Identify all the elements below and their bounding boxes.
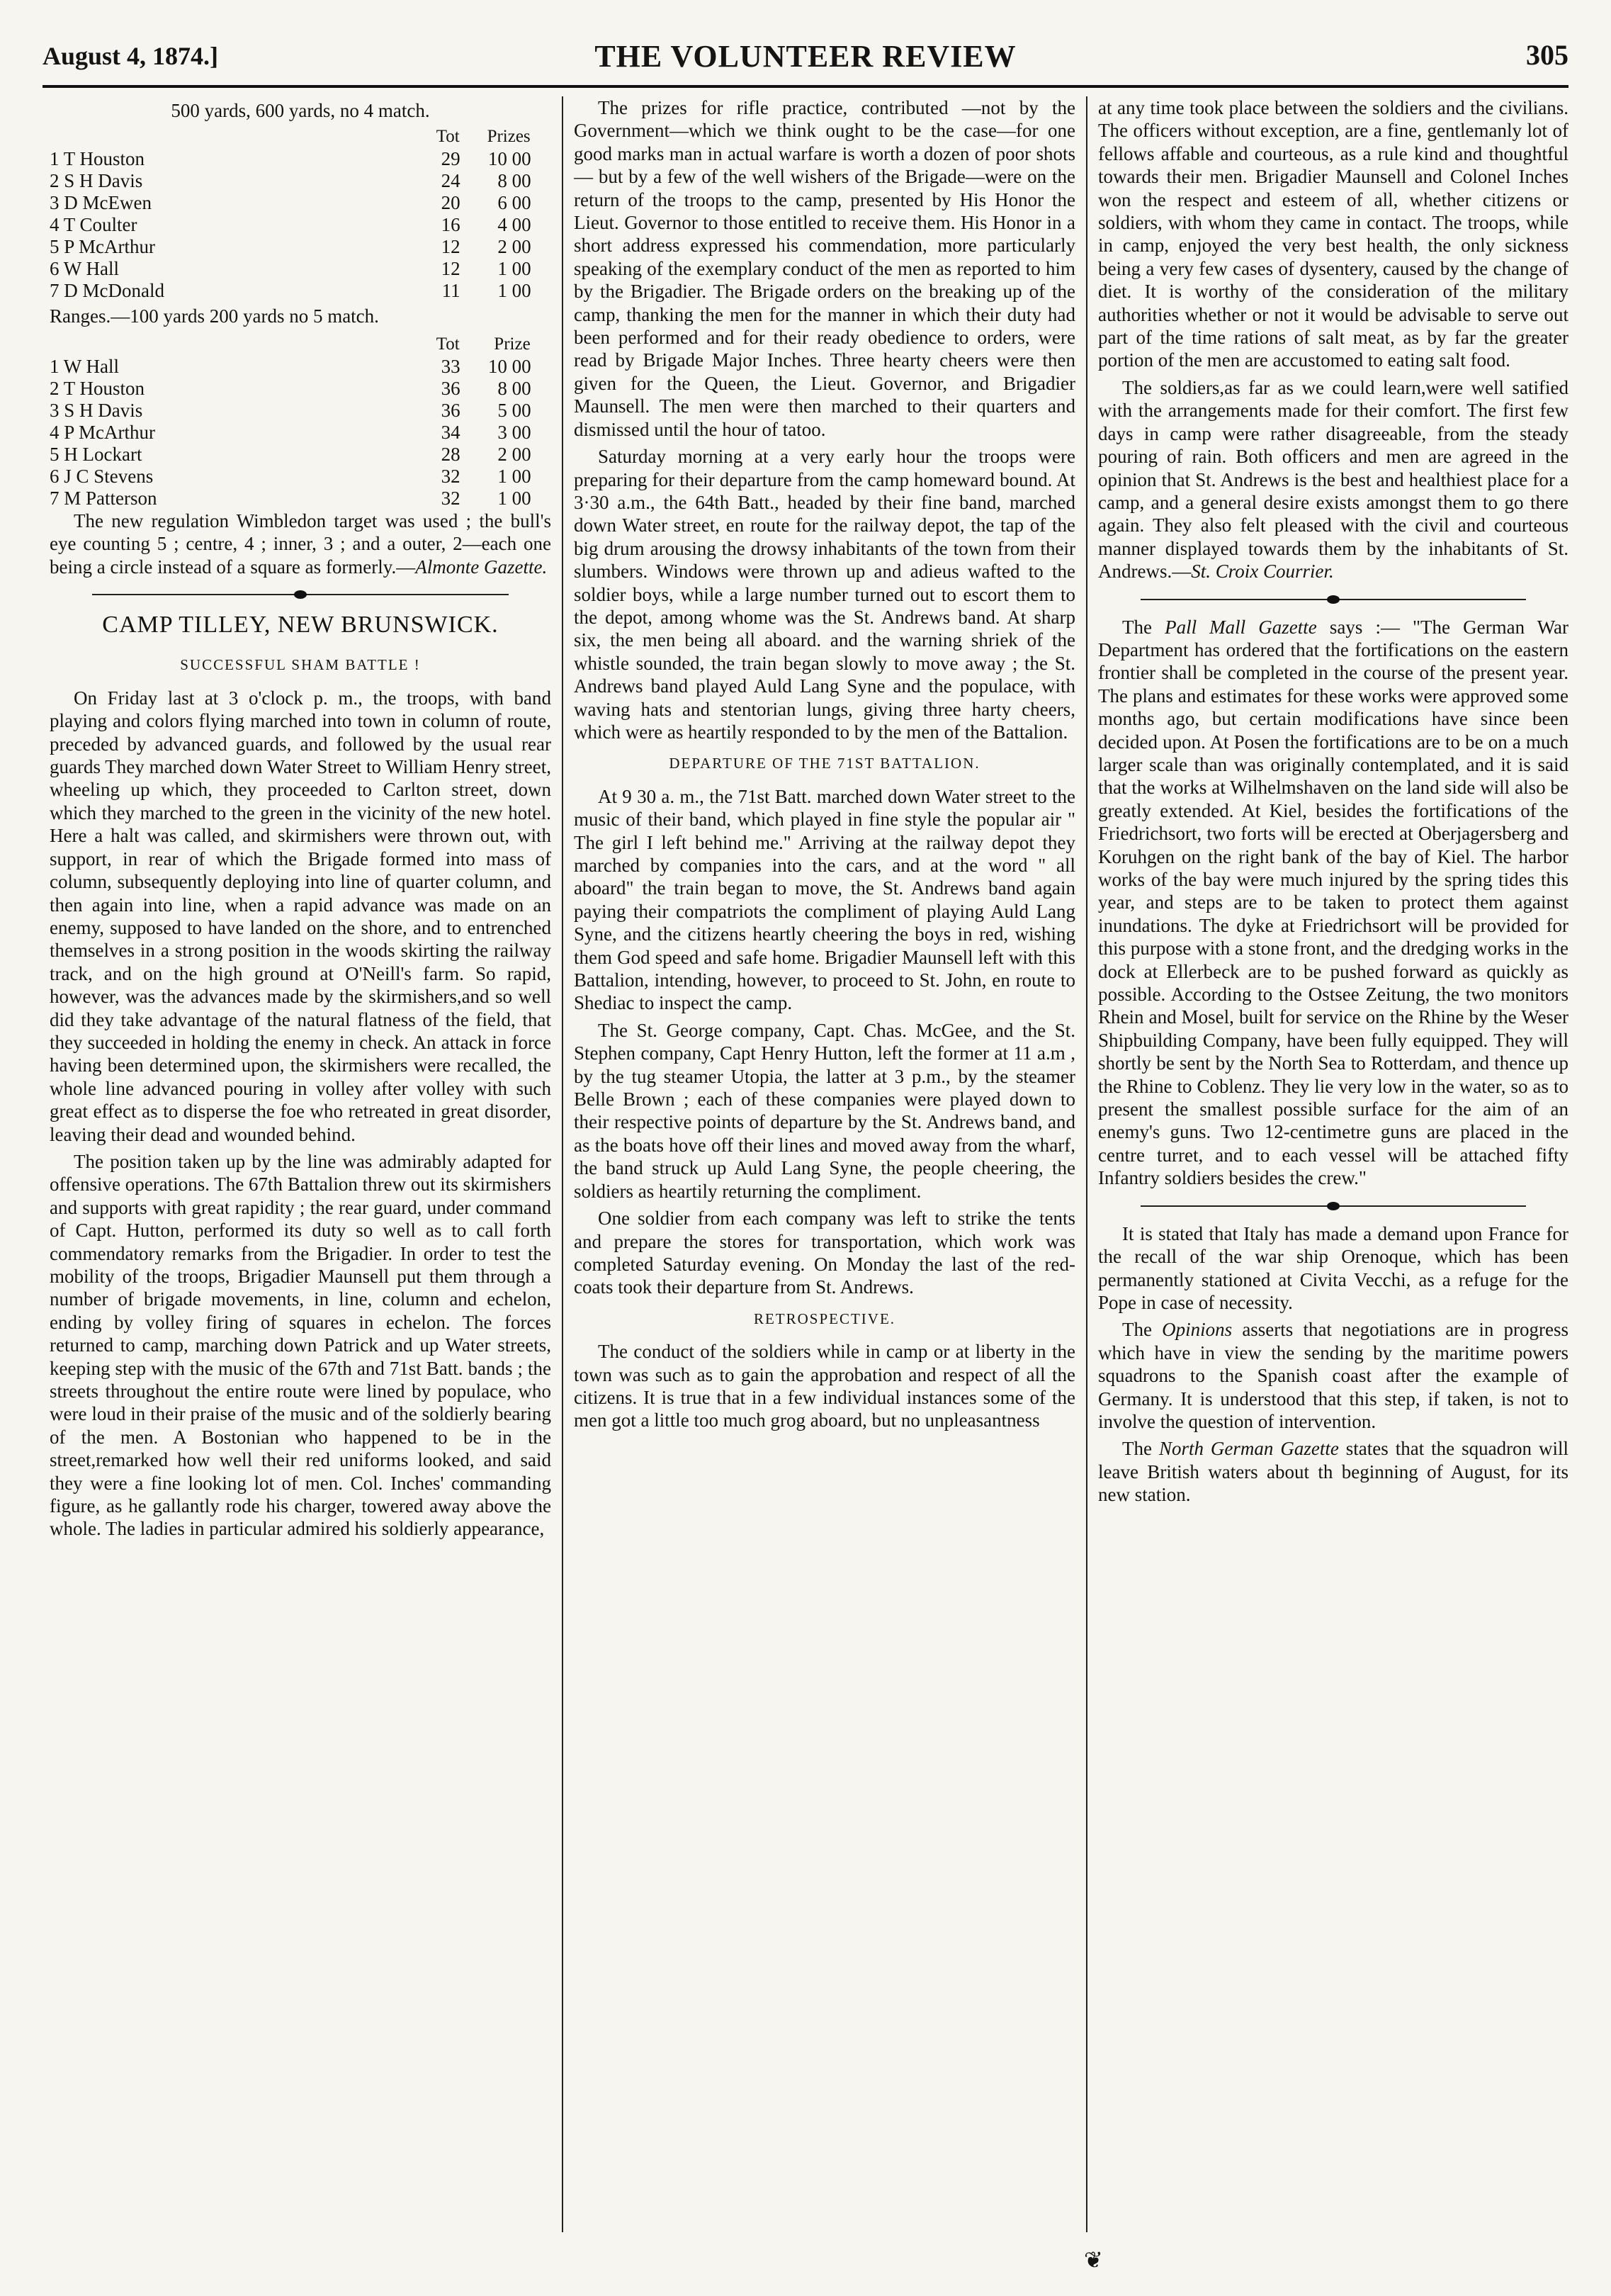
score: 16: [441, 214, 460, 236]
prize: 3 00: [497, 421, 531, 443]
header-rule: [43, 85, 1568, 88]
article-paragraph: At 9 30 a. m., the 71st Batt. marched down Water street to the music of their band, which played in fine style the popular air " The girl I left behind me." Arriving at the railway depot they marched by companies into the cars, and at the word " all aboard" the train began to move, the St. Andrews band again paying their compatriots the compliment of playing Auld Lang Syne, and the citizens heartly cheering the boys in red, wishing them God speed and safe home. Brigadier Maunsell left with this Battalion, intending, however, to proceed to St. John, en route to Shediac to inspect the camp.: [574, 785, 1075, 1014]
competitor-name: 7 D McDonald: [50, 280, 164, 302]
prize: 6 00: [497, 192, 531, 214]
match4-title: 500 yards, 600 yards, no 4 match.: [171, 100, 430, 121]
separator-ornament: [1327, 595, 1340, 604]
table-row: [50, 214, 531, 236]
column-3: [1098, 96, 1568, 2246]
table-header-row: [50, 332, 531, 356]
paragraph-text: states that the squadron will leave British waters about th beginning of August, for its new station.: [1098, 1438, 1568, 1506]
competitor-name: 7 M Patterson: [50, 487, 157, 509]
article-title: CAMP TILLEY, NEW BRUNSWICK.: [102, 612, 499, 638]
wimbledon-text: The new regulation Wimbledon target was used ; the bull's eye counting 5 ; centre, 4 ; inner, 3 ; and a outer, 2—each one being a circle instead of a square as formerly.—: [50, 510, 551, 578]
prize-header: Prizes: [487, 127, 531, 147]
column-1: [50, 96, 551, 2246]
table-row: [50, 400, 531, 422]
competitor-name: 4 P McArthur: [50, 421, 155, 443]
section-subhead: RETROSPECTIVE.: [753, 1310, 896, 1327]
competitor-name: 6 J C Stevens: [50, 465, 154, 487]
article-paragraph: The St. George company, Capt. Chas. McGee, and the St. Stephen company, Capt Henry Hutton, left the former at 11 a.m , by the tug steamer Utopia, the latter at 3 p.m., by the steamer Belle Brown ; each of these companies were played down to their respective points of departure by the St. Andrews band, and as the boats hove off their lines and moved away from the wharf, the band struck up Auld Lang Syne, the people cheering, the soldiers as heartily returning the compliment.: [574, 1019, 1075, 1202]
section-separator: [92, 594, 509, 595]
article-subhead: SUCCESSFUL SHAM BATTLE !: [180, 656, 421, 674]
section-separator: [1141, 1205, 1526, 1207]
prize: 10 00: [487, 148, 531, 170]
match5-title: Ranges.—100 yards 200 yards no 5 match.: [50, 305, 379, 327]
match4-table: [50, 125, 531, 302]
section-separator: [1141, 599, 1526, 600]
table-row: [50, 280, 531, 302]
prize-header: Prize: [494, 334, 531, 354]
publication-name: Opinions: [1162, 1319, 1233, 1341]
table-row: [50, 378, 531, 400]
score: 20: [441, 192, 460, 214]
score: 24: [441, 170, 460, 192]
prize: 5 00: [497, 399, 531, 421]
article-paragraph: The position taken up by the line was admirably adapted for offensive operations. The 67th Battalion threw out its skirmishers and supports with great rapidity ; the rear guard, under command of Capt. Hutton, performed its duty so well as to call forth commendatory remarks from the Brigadier. In order to test the mobility of the troops, Brigadier Maunsell put them through a number of brigade movements, in line, column and echelon, ending by volley firing of squares in echelon. The forces returned to camp, marching down Patrick and up Water streets, keeping step with the music of the 67th and 71st Batt. bands ; the streets throughout the entire route were lined by populace, who were loud in their praise of the music and of the soldierly bearing of the men. A Bostonian who happened to be in the street,remarked how well their red uniforms looked, and said they were a fine looking lot of men. Col. Inches' commanding figure, as he gallantly rode his charger, towered away above the whole. The ladies in particular admired his soldierly appearance,: [50, 1150, 551, 1540]
prize: 1 00: [497, 487, 531, 509]
score: 12: [441, 236, 460, 258]
section-subhead: DEPARTURE OF THE 71ST BATTALION.: [669, 755, 980, 772]
competitor-name: 1 T Houston: [50, 148, 145, 170]
publication-name: Pall Mall Gazette: [1165, 616, 1317, 638]
score: 32: [441, 487, 460, 509]
match5-table: [50, 332, 531, 510]
prize: 2 00: [497, 236, 531, 258]
prize: 10 00: [487, 355, 531, 377]
lead-text: The: [1122, 1438, 1159, 1460]
score: 12: [441, 258, 460, 280]
competitor-name: 3 D McEwen: [50, 192, 152, 214]
lead-text: The: [1122, 1319, 1163, 1341]
table-row: [50, 488, 531, 510]
wimbledon-paragraph: [50, 510, 551, 578]
table-row: [50, 236, 531, 258]
table-row: [50, 422, 531, 444]
competitor-name: 5 P McArthur: [50, 236, 155, 258]
competitor-name: 3 S H Davis: [50, 399, 143, 421]
article-paragraph: [1098, 1437, 1568, 1506]
footer-ornament: ❦: [1084, 2247, 1103, 2273]
competitor-name: 2 S H Davis: [50, 170, 143, 192]
article-paragraph: The prizes for rifle practice, contributed —not by the Government—which we think ought to be the case—for one good marks man in actual warfare is worth a dozen of poor shots— but by a few of the well wishers of the Brigade—were on the return of the troops to the camp, presented by His Honor the Lieut. Governor to those entitled to receive them. His Honor in a short address expressed his commendation, more particularly speaking of the exemplary conduct of the men as reported to him by the Brigadier. The Brigade orders on the breaking up of the camp, thanking the men for the manner in which their duty had been performed and for their ready obedience to orders, were read by Brigade Major Inches. Three hearty cheers were then given for the Queen, the Lieut. Governor, and Brigadier Maunsell. The men were then marched to their quarters and dismissed until the hour of tatoo.: [574, 97, 1075, 440]
competitor-name: 6 W Hall: [50, 258, 119, 280]
table-row: [50, 466, 531, 488]
competitor-name: 4 T Coulter: [50, 214, 137, 236]
paragraph-text: says :— "The German War Department has ordered that the fortifications on the eastern frontier shall be completed in the course of the present year. The plans and estimates for these works were approved some months ago, but certain modifications have since been decided upon. At Posen the fortifications are to be on a much larger scale than was originally contemplated, and it is said that the works at Wilhelmshaven on the land side will also be greatly extended. At Kiel, besides the fortifications of the Friedrichsort, two forts will be erected at Oberjagersberg and Koruhgen on the right bank of the bay of Kiel. The harbor works of the bay were much injured by the spring tides this year, and steps are to be taken to protect them against inundations. The dyke at Friedrichsort will be provided for this purpose with a stone front, and the dredging works in the dock at Ellerbeck are to be pushed forward as quickly as possible. According to the Ostsee Zeitung, the two monitors Rhein and Mosel, built for service on the Rhine by the Weser Shipbuilding Company, have been fully equipped. They will shortly be sent by the North Sea to Rotterdam, and thence up the Rhine to Coblenz. They lie very low in the water, so as to present the smallest possible surface for the aim of an enemy's guns. Two 12-centimetre guns are placed in the centre turret, and to each vessel will be attached fifty Infantry soldiers besides the crew.": [1098, 616, 1568, 1189]
table-header-row: [50, 125, 531, 148]
article-paragraph: Saturday morning at a very early hour the troops were preparing for their departure from the camp homeward bound. At 3·30 a.m., the 64th Batt., headed by their fine band, marched down Water street, en route for the railway depot, the tap of the big drum arousing the drowsy inhabitants of the town from their slumbers. Windows were thrown up and adieus wafted to the soldier boys, while a large number turned out to escort them to the depot, among whome was the St. Andrews band. At sharp six, the men being all aboard. and the warning shriek of the whistle sounded, the train began slowly to move away ; the St. Andrews band played Auld Lang Syne and the populace, with waving hats and stentorian lungs, giving three harty cheers, which were as heartily responded to by the men of the Battalion.: [574, 446, 1075, 743]
competitor-name: 2 T Houston: [50, 377, 145, 399]
prize: 1 00: [497, 465, 531, 487]
page-header: [43, 28, 1568, 79]
score: 34: [441, 421, 460, 443]
article-paragraph: The conduct of the soldiers while in camp or at liberty in the town was such as to gain the approbation and respect of all the citizens. It is true that in a few individual instances some of the men got a little too much grog aboard, but no unpleasantness: [574, 1341, 1075, 1431]
separator-ornament: [294, 590, 307, 599]
table-row: [50, 258, 531, 280]
table-row: [50, 444, 531, 466]
tot-header: Tot: [436, 334, 460, 354]
article-paragraph: One soldier from each company was left to strike the tents and prepare the stores for transportation, which work was completed Saturday evening. On Monday the last of the red-coats took their departure from St. Andrews.: [574, 1208, 1075, 1298]
separator-ornament: [1327, 1202, 1340, 1210]
prize: 8 00: [497, 170, 531, 192]
competitor-name: 5 H Lockart: [50, 443, 142, 465]
table-row: [50, 356, 531, 378]
score: 28: [441, 443, 460, 465]
column-divider: [1086, 96, 1087, 2232]
page-number: 305: [1526, 39, 1568, 71]
table-row: [50, 192, 531, 214]
score: 11: [441, 280, 460, 302]
source-credit: Almonte Gazette.: [415, 556, 548, 578]
score: 29: [441, 148, 460, 170]
article-paragraph: at any time took place between the soldiers and the civilians. The officers without exception, are a fine, gentlemanly lot of fellows affable and courteous, as a rule kind and thoughtful towards their men. Brigadier Maunsell and Colonel Inches won the respect and esteem of all, whether citizens or soldiers, with whom they came in contact. The troops, while in camp, enjoyed the very best health, the only sickness being a very few cases of dysentery, caused by the change of diet. It is worthy of the consideration of the military authorities whether or not it would be advisable to serve out part of the time rations of salt meat, as by far the greater portion of the men are accustomed to eating salt food.: [1098, 97, 1568, 371]
score: 32: [441, 465, 460, 487]
prize: 4 00: [497, 214, 531, 236]
column-divider: [562, 96, 563, 2232]
table-row: [50, 148, 531, 170]
score: 36: [441, 377, 460, 399]
publication-title: THE VOLUNTEER REVIEW: [594, 39, 1017, 74]
paragraph-text: asserts that negotiations are in progress which have in view the sending by the maritime powers squadrons to the Spanish coast after the example of Germany. It is understood that this step, if taken, is not to involve the question of intervention.: [1098, 1319, 1568, 1432]
pallmall-paragraph: [1098, 616, 1568, 1190]
column-2: [574, 96, 1075, 2246]
prize: 8 00: [497, 377, 531, 399]
lead-text: The: [1122, 616, 1165, 638]
paragraph-text: The soldiers,as far as we could learn,were well satified with the arrangements made for their comfort. The first few days in camp were rather disagreeable, from the steady pouring of rain. Both officers and men are agreed in the opinion that St. Andrews is the best and healthiest place for a camp, and a general desire exists amongst them to go there again. They also felt pleased with the civil and courteous manner displayed towards them by the inhabitants of St. Andrews.—: [1098, 376, 1568, 583]
table-row: [50, 170, 531, 192]
prize: 1 00: [497, 280, 531, 302]
tot-header: Tot: [436, 127, 460, 147]
article-paragraph: On Friday last at 3 o'clock p. m., the troops, with band playing and colors flying marched into town in column of route, preceded by advanced guards, and followed by the usual rear guards They marched down Water Street to William Henry street, wheeling up which, they proceeded to Carlton street, down which they marched to the green in the vicinity of the new hotel. Here a halt was called, and skirmishers were thrown out, with support, in rear of which the Brigade formed into mass of column, subsequently deploying into line of quarter column, and then again into line, when a rapid advance was made on an enemy, supposed to have landed on the shore, and to entrenched themselves in a strong position in the woods skirting the railway track, and on the high ground at O'Neill's farm. So rapid, however, was the advances made by the skirmishers,and so well did they take advantage of the natural flatness of the field, that they succeeded in holding the enemy in check. An attack in force having been determined upon, the skirmishers were recalled, the whole line advanced pouring in volley after volley with such great effect as to disperse the foe who retreated in great disorder, leaving their dead and wounded behind.: [50, 687, 551, 1145]
publication-name: North German Gazette: [1158, 1438, 1339, 1460]
competitor-name: 1 W Hall: [50, 355, 119, 377]
article-paragraph: It is stated that Italy has made a demand upon France for the recall of the war ship Orenoque, which has been permanently stationed at Civita Vecchi, as a refuge for the Pope in case of necessity.: [1098, 1222, 1568, 1313]
prize: 1 00: [497, 258, 531, 280]
score: 33: [441, 355, 460, 377]
issue-date: August 4, 1874.]: [43, 42, 219, 70]
article-paragraph: [1098, 1318, 1568, 1433]
prize: 2 00: [497, 443, 531, 465]
source-credit: St. Croix Courrier.: [1191, 561, 1334, 583]
article-paragraph: [1098, 376, 1568, 583]
score: 36: [441, 399, 460, 421]
